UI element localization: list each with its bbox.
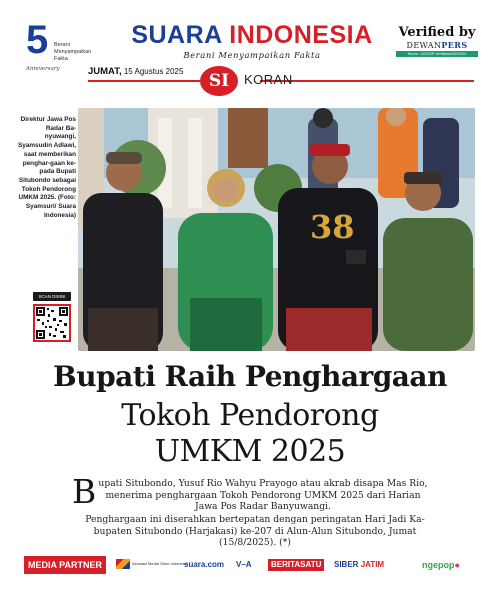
qr-code-graphic [35, 306, 69, 340]
masthead [112, 22, 392, 60]
issue-date-full: 15 Agustus 2025 [123, 67, 184, 76]
article-paragraph-1: upati Situbondo, Yusuf Rio Wahyu Prayogo atau akrab disapa Mas Rio, menerima penghargaan Tokoh Pendorong UMKM 2025 dari Harian Jawa Pos Radar Banyuwangi. [98, 478, 428, 512]
anniversary-tagline: Berani Menyampaikan Fakta [54, 42, 92, 62]
dewan-label: DEWAN [406, 41, 442, 50]
headline-line-3: UMKM 2025 [154, 434, 346, 469]
anniversary-logo [26, 18, 92, 80]
partner-siber-jatim-logo[interactable] [334, 556, 384, 574]
section-label: KORAN [244, 72, 293, 87]
issue-day: JUMAT, [88, 66, 122, 77]
media-partner-label: MEDIA PARTNER [24, 556, 106, 574]
partner-siber-text: SIBER [334, 560, 359, 569]
photo-illustration [78, 108, 475, 351]
news-photo [78, 108, 475, 351]
partner-ngepop-text: ngepop [422, 560, 455, 570]
issue-date [88, 66, 183, 77]
photo-caption: Direktur Jawa Pos Radar Ba-nyuwangi, Syamsudin Adlawi, saat memberikan penghar-gaan ke-pada Bupati Situbondo sebagai Tokoh Pendorong UMKM 2025. (Foto: Syamsuri/ Suara Indonesia) [18, 116, 77, 219]
masthead-tagline: Berani Menyampaikan Fakta [183, 50, 321, 60]
masthead-brand-part1: SUARA [131, 21, 222, 49]
masthead-title [112, 22, 392, 48]
headline-line-1: Bupati Raih Penghargaan [53, 360, 447, 393]
partner-jatim-text: JATIM [360, 560, 385, 569]
verification-number: Nomor: 1221/DP-Verifikasi/K/III/2024 [396, 51, 478, 57]
verified-title: Verified by [398, 25, 476, 40]
anniversary-digit: 5 [26, 18, 47, 62]
verified-badge [396, 26, 478, 57]
anniversary-script: Anniversary [26, 66, 60, 72]
partner-ngepop-dot: ● [454, 560, 460, 570]
partner-vna-logo[interactable]: V–A [236, 560, 252, 569]
si-badge: SI [200, 66, 238, 96]
partner-ngepop-logo[interactable] [422, 556, 460, 574]
dewan-pers-label [396, 40, 478, 50]
article-paragraph-2: Penghargaan ini diserahkan bertepatan dengan peringatan Hari Jadi Ka-bupaten Situbondo (Harjakasi) ke-207 di Alun-Alun Situbondo, Jumat (15/8/2025). (*) [85, 514, 425, 548]
partner-ams-name: Asosiasi Media Siber Indonesia [132, 561, 188, 567]
media-partner-bar [24, 556, 476, 574]
pers-label: PERS [441, 40, 468, 50]
qr-scan-label: SCAN DISINI [33, 292, 71, 301]
partner-suara-logo[interactable]: suara.com [184, 560, 225, 569]
masthead-brand-part2: INDONESIA [229, 21, 373, 49]
drop-cap: B [72, 472, 97, 511]
partner-beritasatu-logo[interactable]: BERITASATU [268, 559, 324, 571]
partner-ams-logo[interactable] [116, 559, 188, 577]
header-rule-left [88, 80, 200, 82]
qr-code[interactable] [33, 304, 71, 342]
ams-mark-icon [116, 559, 130, 569]
trophy-engraving: 38 [310, 208, 355, 246]
headline-line-2: Tokoh Pendorong [121, 398, 379, 433]
